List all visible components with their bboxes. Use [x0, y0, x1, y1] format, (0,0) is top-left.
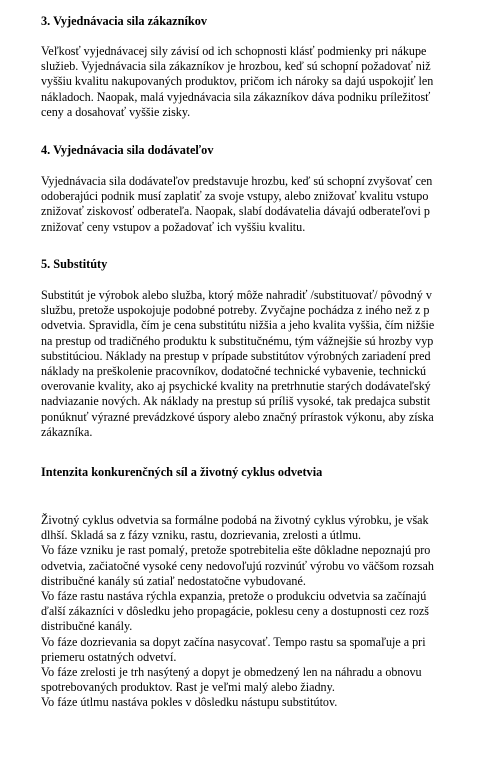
text-line: odoberajúci podnik musí zaplatiť za svoje vstupy, alebo znižovať kvalitu vstupo	[41, 189, 429, 204]
text-line: priemeru ostatných odvetví.	[41, 649, 177, 664]
text-line: službu, pretože uspokojuje podobné potreby. Zvyčajne pochádza z iného než z p	[41, 303, 430, 318]
text-line: ďalší zákazníci v dôsledku jeho propagácie, poklesu ceny a dostupnosti cez rozš	[41, 604, 429, 619]
text-line: náklady na preškolenie pracovníkov, dodatočné technické vybavenie, technickú	[41, 363, 427, 378]
section-paragraph	[41, 174, 490, 235]
text-line: Vo fáze vzniku je rast pomalý, pretože spotrebitelia ešte dôkladne nepoznajú pro	[41, 543, 431, 558]
text-line: spotrebovaných produktov. Rast je veľmi malý alebo žiadny.	[41, 680, 335, 695]
section-paragraph	[41, 513, 490, 710]
text-line: dlhší. Skladá sa z fázy vzniku, rastu, dozrievania, zrelosti a útlmu.	[41, 528, 362, 543]
text-line: odvetvia. Spravidla, čím je cena substitútu nižšia a jeho kvalita vyššia, čím nižšie	[41, 318, 435, 333]
section-heading: 3. Vyjednávacia sila zákazníkov	[41, 14, 208, 28]
text-line: Vo fáze útlmu nastáva pokles v dôsledku nástupu substitútov.	[41, 695, 338, 710]
text-line: vyššiu kvalitu nakupovaných produktov, pričom ich nároky sa dajú uspokojiť len	[41, 74, 434, 89]
text-line: nadviazanie nových. Ak náklady na prestup sú príliš vysoké, tak predajca substit	[41, 394, 431, 409]
text-line: zákazníka.	[41, 424, 93, 439]
section-paragraph	[41, 288, 490, 440]
text-line: odvetvia, začiatočné vysoké ceny nedovoľujú rozvinúť výrobu vo väčšom rozsah	[41, 558, 434, 573]
text-line: Vyjednávacia sila dodávateľov predstavuje hrozbu, keď sú schopní zvyšovať cen	[41, 174, 433, 188]
section-paragraph	[41, 44, 490, 120]
text-line: Vo fáze rastu nastáva rýchla expanzia, pretože o produkciu odvetvia sa začínajú	[41, 588, 427, 603]
text-line: Substitút je výrobok alebo služba, ktorý môže nahradiť /substituovať/ pôvodný v	[41, 288, 432, 302]
text-line: znižovať ceny vstupov a požadovať ich vyššiu kvalitu.	[41, 219, 306, 234]
text-line: distribučné kanály.	[41, 619, 133, 634]
text-line: overovanie kvality, ako aj psychické kvality na pretrhnutie starých dodávateľský	[41, 379, 431, 394]
text-line: služieb. Vyjednávacia sila zákazníkov je hrozbou, keď sú schopní požadovať niž	[41, 59, 431, 74]
text-line: ponúknuť výrazné prevádzkové úspory alebo značný prírastok výkonu, aby získa	[41, 409, 434, 424]
section-heading: 4. Vyjednávacia sila dodávateľov	[41, 143, 214, 157]
section-heading: 5. Substitúty	[41, 257, 108, 271]
text-line: znižovať ziskovosť odberateľa. Naopak, slabí dodávatelia dávajú odberateľovi p	[41, 204, 430, 219]
text-line: Vo fáze zrelosti je trh nasýtený a dopyt je obmedzený len na náhradu a obnovu	[41, 664, 422, 679]
text-line: nákladoch. Naopak, malá vyjednávacia sila zákazníkov dáva podniku príležitosť	[41, 89, 431, 104]
text-line: Vo fáze dozrievania sa dopyt začína nasycovať. Tempo rastu sa spomaľuje a pri	[41, 634, 426, 649]
text-line: ceny a dosahovať vyššie zisky.	[41, 104, 191, 119]
section-heading: Intenzita konkurenčných síl a životný cyklus odvetvia	[41, 465, 323, 479]
text-line: substitúciou. Náklady na prestup v prípade substitútov výrobných zariadení pred	[41, 348, 431, 363]
text-line: Veľkosť vyjednávacej sily závisí od ich schopnosti klásť podmienky pri nákupe	[41, 44, 427, 58]
text-line: na prestup od tradičného produktu k substitučnému, tým vážnejšie sú hrozby vyp	[41, 333, 434, 348]
text-line: distribučné kanály sú zatiaľ nedostatočne vybudované.	[41, 573, 306, 588]
text-line: Životný cyklus odvetvia sa formálne podobá na životný cyklus výrobku, je však	[41, 513, 429, 527]
